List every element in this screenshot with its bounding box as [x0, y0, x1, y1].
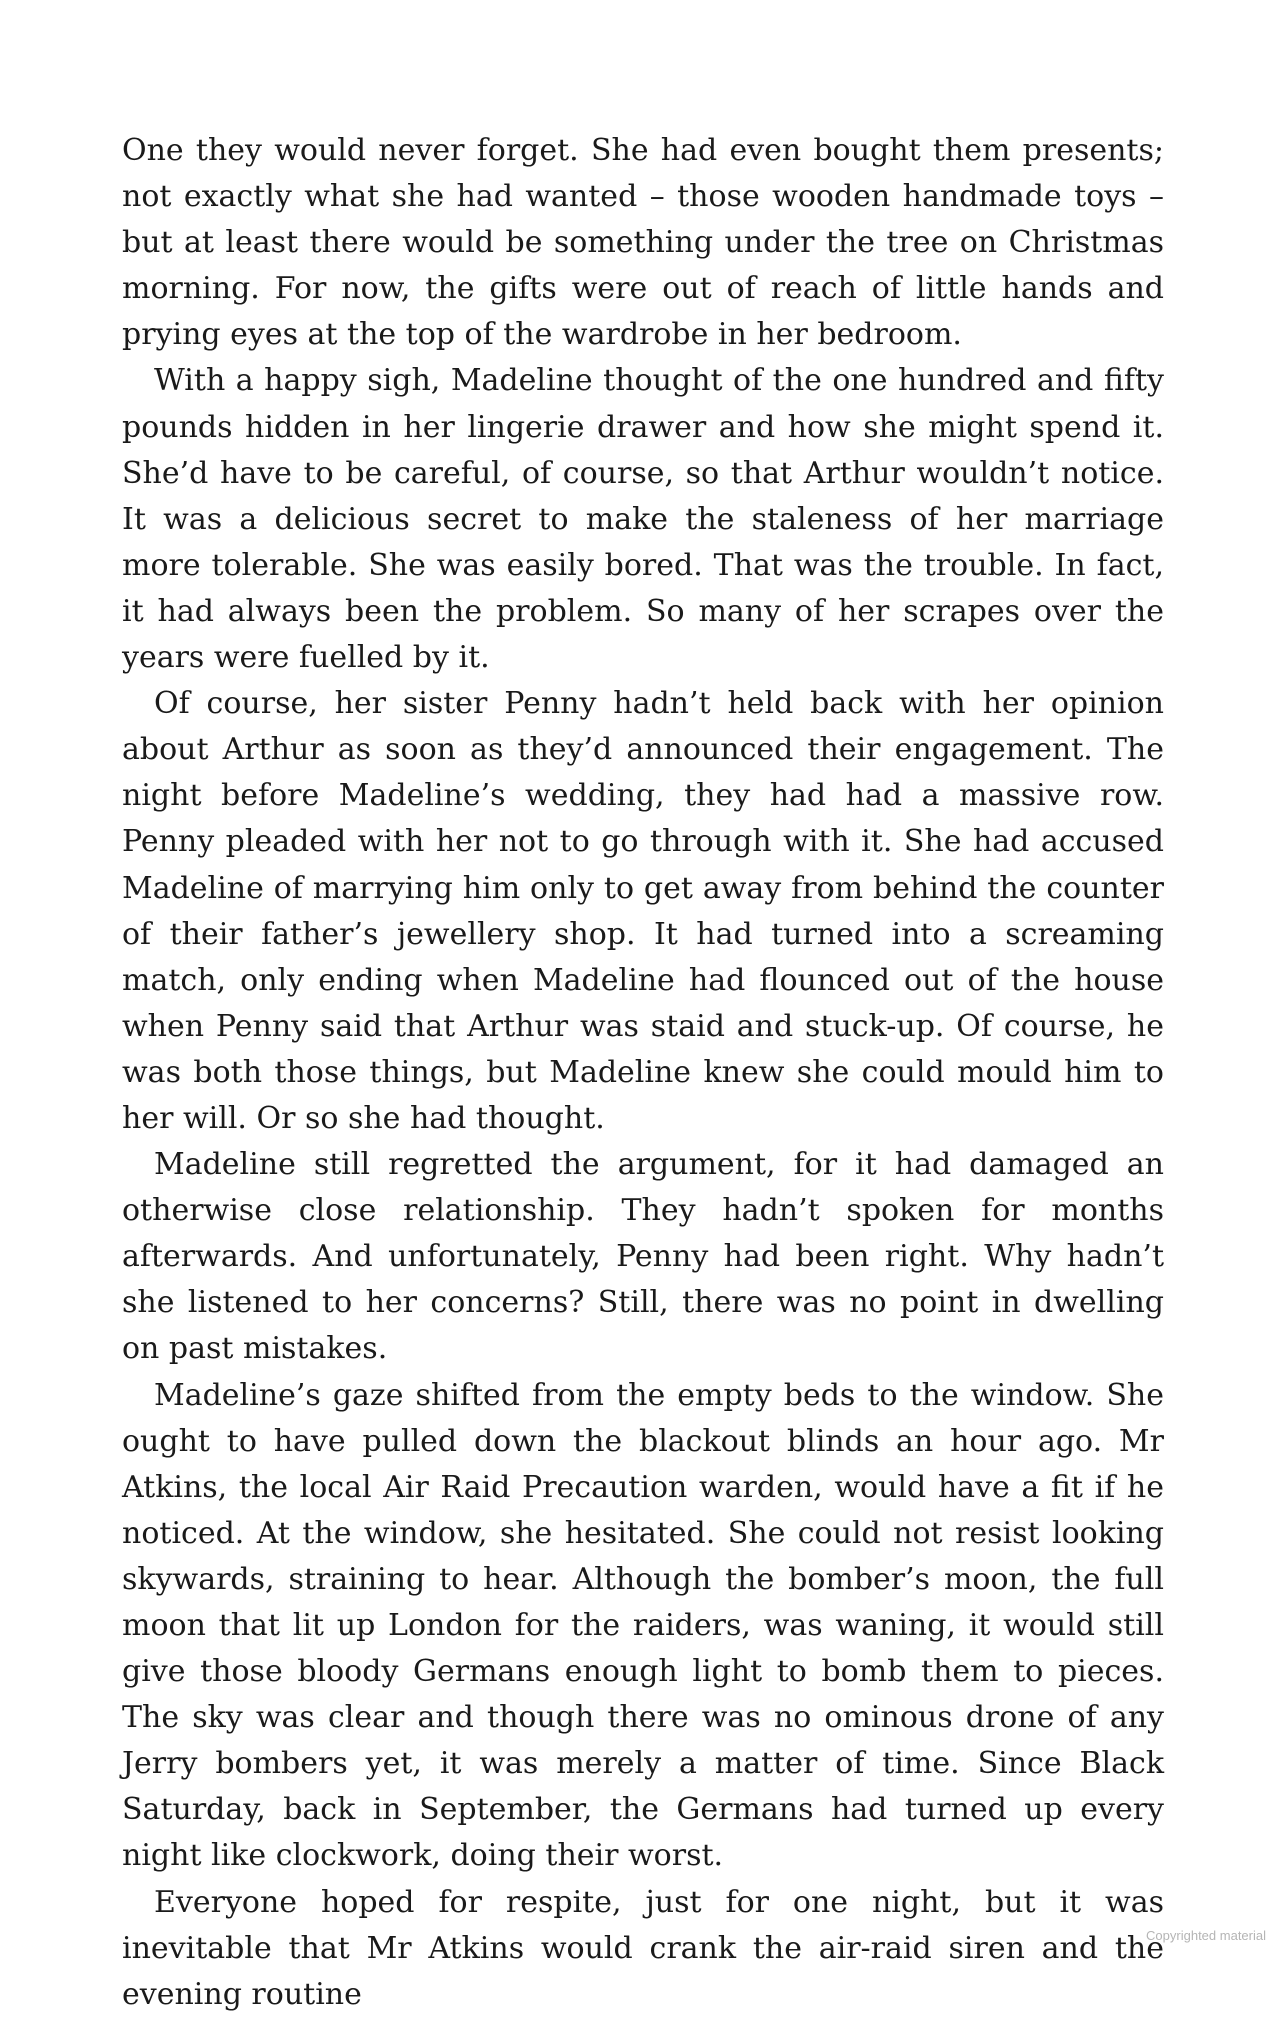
body-text [122, 128, 1164, 2018]
paragraph: One they would never forget. She had even bought them presents; not exactly what she had wanted – those wooden handmade toys – but at least there would be something under the tree on Christmas morning. For now, the gifts were out of reach of little hands and prying eyes at the top of the wardrobe in her bedroom. [122, 133, 1164, 353]
paragraph: Everyone hoped for respite, just for one night, but it was inevitable that Mr Atkins would crank the air-raid siren and the evening routine [122, 1884, 1164, 2012]
paragraph: Madeline’s gaze shifted from the empty beds to the window. She ought to have pulled down the blackout blinds an hour ago. Mr Atkins, the local Air Raid Precaution warden, would have a fit if he noticed. At the window, she hesitated. She could not resist looking skywards, straining to hear. Although the bomber’s moon, the full moon that lit up London for the raiders, was waning, it would still give those bloody Germans enough light to bomb them to pieces. The sky was clear and though there was no ominous drone of any Jerry bombers yet, it was merely a matter of time. Since Black Saturday, back in September, the Germans had turned up every night like clockwork, doing their worst. [122, 1377, 1164, 1874]
paragraph: Madeline still regretted the argument, for it had damaged an otherwise close relationship. They hadn’t spoken for months afterwards. And unfortunately, Penny had been right. Why hadn’t she listened to her concerns? Still, there was no point in dwelling on past mistakes. [122, 1147, 1164, 1367]
paragraph: Of course, her sister Penny hadn’t held back with her opinion about Arthur as soon as they’d announced their engagement. The night before Madeline’s wedding, they had had a massive row. Penny pleaded with her not to go through with it. She had accused Madeline of marrying him only to get away from behind the counter of their father’s jewellery shop. It had turned into a screaming match, only ending when Madeline had flounced out of the house when Penny said that Arthur was staid and stuck-up. Of course, he was both those things, but Madeline knew she could mould him to her will. Or so she had thought. [122, 686, 1164, 1136]
copyright-watermark: Copyrighted material [1146, 1928, 1266, 1943]
paragraph: With a happy sigh, Madeline thought of the one hundred and fifty pounds hidden in her lingerie drawer and how she might spend it. She’d have to be careful, of course, so that Arthur wouldn’t notice. It was a delicious secret to make the staleness of her marriage more tolerable. She was easily bored. That was the trouble. In fact, it had always been the problem. So many of her scrapes over the years were fuelled by it. [122, 363, 1164, 676]
